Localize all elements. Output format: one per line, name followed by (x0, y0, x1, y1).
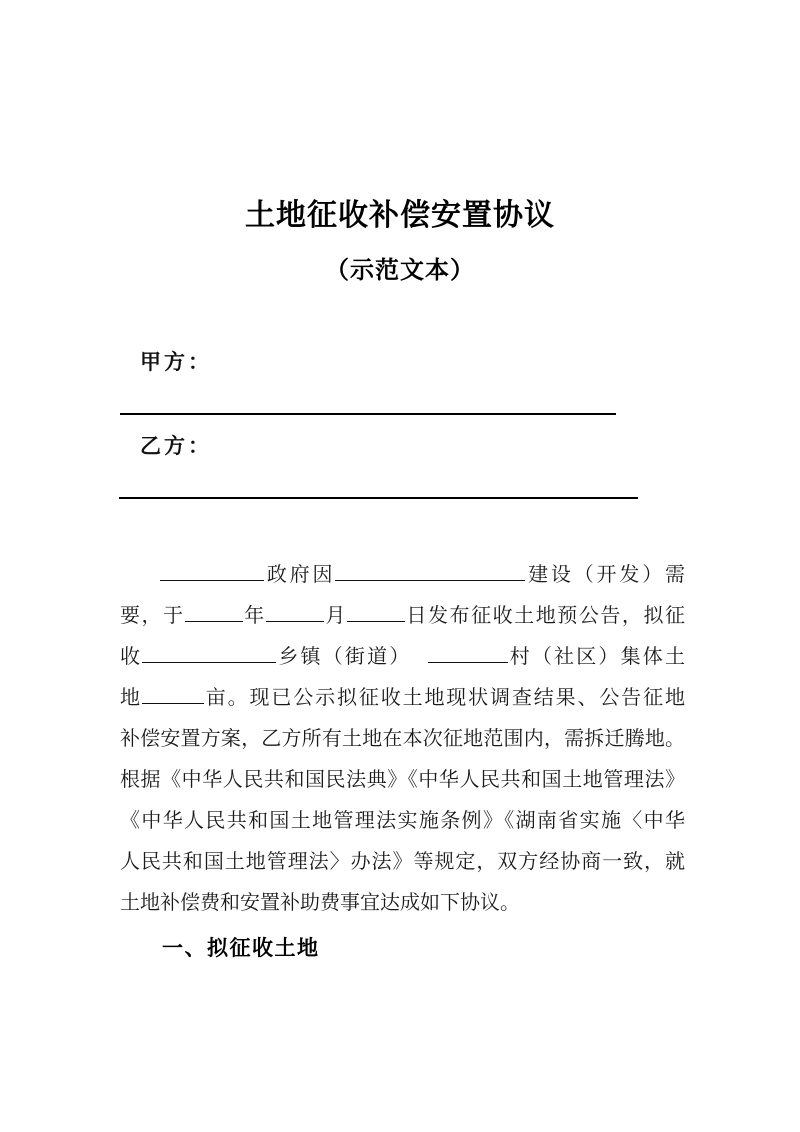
party-b-label: 乙方： (140, 434, 212, 458)
section-heading-proposed-land: 一、拟征收土地 (162, 937, 320, 960)
paragraph-line (120, 883, 685, 924)
document-title: 土地征收补偿安置协议 (245, 199, 555, 232)
text-segment: 地 (120, 687, 142, 709)
text-segment: 补偿安置方案，乙方所有土地在本次征地范围内，需拆迁腾地。 (120, 728, 685, 750)
fill-blank (266, 601, 324, 622)
fill-blank (142, 642, 276, 663)
paragraph-line (120, 842, 685, 883)
paragraph-line (120, 760, 685, 801)
text-segment: 收 (120, 646, 143, 668)
fill-blank (428, 642, 508, 663)
text-segment: 人民共和国土地管理法〉办法》等规定，双方经协商一致，就 (120, 851, 685, 873)
text-segment: 建设（开发）需 (525, 564, 685, 586)
party-a-label: 甲方： (140, 350, 212, 374)
fill-blank (335, 560, 525, 581)
text-segment: 《中华人民共和国土地管理法实施条例》《湖南省实施〈中华 (120, 810, 685, 832)
text-segment: 要，于 (120, 605, 185, 627)
text-segment: 政府因 (264, 564, 336, 586)
party-a-fill-line (120, 413, 616, 415)
text-segment: 村（社区）集体土 (507, 646, 685, 668)
text-segment: 年 (242, 605, 266, 627)
text-segment: 亩。现已公示拟征收土地现状调查结果、公告征地 (203, 687, 685, 709)
paragraph-line (120, 678, 685, 719)
text-segment: 乡镇（街道） (276, 646, 412, 668)
fill-blank (142, 683, 204, 704)
paragraph-line (120, 596, 685, 637)
intro-paragraph (120, 555, 685, 924)
document-subtitle: （示范文本） (325, 258, 475, 284)
paragraph-line (120, 637, 685, 678)
fill-blank (160, 560, 264, 581)
text-segment: 根据《中华人民共和国民法典》《中华人民共和国土地管理法》 (120, 769, 685, 791)
paragraph-line (120, 801, 685, 842)
text-segment: 月 (323, 605, 347, 627)
text-segment: 日发布征收土地预公告，拟征 (404, 605, 685, 627)
text-segment: 土地补偿费和安置补助费事宜达成如下协议。 (120, 892, 520, 914)
paragraph-line (120, 555, 685, 596)
fill-blank (185, 601, 243, 622)
fill-blank (347, 601, 405, 622)
party-b-fill-line (119, 497, 638, 499)
paragraph-line (120, 719, 685, 760)
